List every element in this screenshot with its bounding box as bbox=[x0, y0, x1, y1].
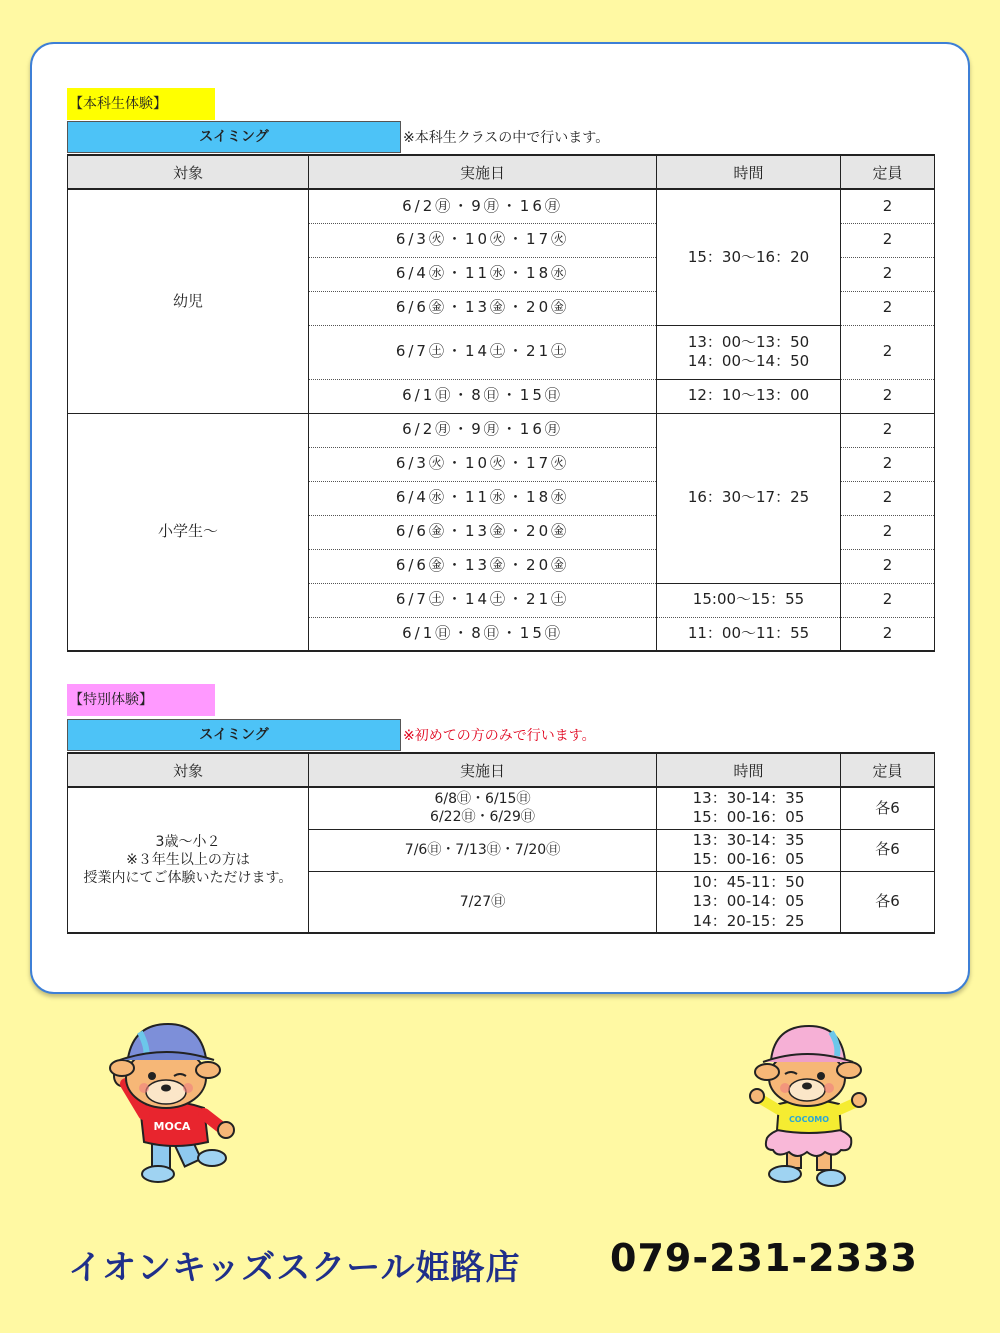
date-cell: 7/6㊐・7/13㊐・7/20㊐ bbox=[309, 829, 657, 871]
target-line: 授業内にてご体験いただけます。 bbox=[83, 870, 293, 887]
header-date: 実施日 bbox=[309, 753, 657, 787]
time-line: 13：00-14：05 bbox=[692, 892, 805, 910]
special-course-row bbox=[67, 719, 596, 751]
date-cell: 6/7㊏・14㊏・21㊏ bbox=[309, 583, 657, 617]
header-target: 対象 bbox=[68, 155, 309, 189]
capacity-cell: 2 bbox=[841, 257, 935, 291]
date-cell: 6/4㊌・11㊌・18㊌ bbox=[309, 257, 657, 291]
time-line: 13：00〜13：50 bbox=[687, 332, 810, 351]
special-target-cell bbox=[68, 787, 309, 933]
capacity-cell: 2 bbox=[841, 447, 935, 481]
special-note: ※初めての方のみで行います。 bbox=[403, 728, 596, 744]
date-cell: 6/4㊌・11㊌・18㊌ bbox=[309, 481, 657, 515]
capacity-cell: 2 bbox=[841, 617, 935, 651]
special-schedule-table bbox=[67, 752, 935, 934]
special-trial-tag: 【特別体験】 bbox=[67, 684, 215, 716]
date-cell: 6/3㊋・10㊋・17㊋ bbox=[309, 447, 657, 481]
header-time: 時間 bbox=[657, 753, 841, 787]
date-cell: 6/1㊐・8㊐・15㊐ bbox=[309, 617, 657, 651]
time-line: 15：00-16：05 bbox=[692, 850, 805, 868]
header-date: 実施日 bbox=[309, 155, 657, 189]
date-cell: 6/3㊋・10㊋・17㊋ bbox=[309, 223, 657, 257]
cocomo-shirt-text: COCOMO bbox=[788, 1115, 830, 1124]
date-cell: 6/6㊎・13㊎・20㊎ bbox=[309, 515, 657, 549]
capacity-cell: 2 bbox=[841, 325, 935, 379]
regular-header-row bbox=[68, 155, 935, 189]
moca-mascot-illustration bbox=[100, 1018, 240, 1188]
capacity-cell: 2 bbox=[841, 549, 935, 583]
cocomo-mascot-illustration bbox=[745, 1018, 875, 1188]
time-cell: 15：30〜16：20 bbox=[657, 189, 841, 325]
header-time: 時間 bbox=[657, 155, 841, 189]
time-line: 14：20-15：25 bbox=[692, 911, 805, 930]
date-cell: 6/6㊎・13㊎・20㊎ bbox=[309, 549, 657, 583]
target-kids: 幼児 bbox=[68, 189, 309, 413]
time-cell bbox=[657, 325, 841, 379]
regular-course-label: スイミング bbox=[67, 121, 401, 153]
capacity-cell: 2 bbox=[841, 481, 935, 515]
time-cell: 15:00〜15：55 bbox=[657, 583, 841, 617]
header-capacity: 定員 bbox=[841, 155, 935, 189]
time-cell: 11：00〜11：55 bbox=[657, 617, 841, 651]
special-header-row bbox=[68, 753, 935, 787]
time-cell bbox=[657, 829, 841, 871]
target-line: ※３年生以上の方は bbox=[126, 851, 250, 868]
regular-course-row bbox=[67, 121, 609, 153]
capacity-cell: 2 bbox=[841, 189, 935, 223]
capacity-cell: 2 bbox=[841, 379, 935, 413]
capacity-cell: 各6 bbox=[841, 787, 935, 829]
capacity-cell: 2 bbox=[841, 223, 935, 257]
capacity-cell: 2 bbox=[841, 583, 935, 617]
phone-number: 079-231-2333 bbox=[610, 1236, 918, 1280]
time-cell bbox=[657, 787, 841, 829]
time-line: 13：30-14：35 bbox=[692, 788, 805, 807]
time-line: 13：30-14：35 bbox=[692, 830, 805, 849]
table-row bbox=[68, 787, 935, 829]
regular-schedule-table bbox=[67, 154, 935, 652]
date-cell: 6/1㊐・8㊐・15㊐ bbox=[309, 379, 657, 413]
date-cell: 7/27㊐ bbox=[309, 871, 657, 933]
target-elementary: 小学生〜 bbox=[68, 413, 309, 651]
capacity-cell: 各6 bbox=[841, 829, 935, 871]
school-name: イオンキッズスクール姫路店 bbox=[68, 1248, 521, 1288]
special-course-label: スイミング bbox=[67, 719, 401, 751]
date-cell: 6/2㊊・9㊊・16㊊ bbox=[309, 413, 657, 447]
time-line: 14：00〜14：50 bbox=[687, 352, 810, 370]
header-capacity: 定員 bbox=[841, 753, 935, 787]
target-line: 3歳〜小２ bbox=[155, 833, 221, 850]
date-cell: 6/7㊏・14㊏・21㊏ bbox=[309, 325, 657, 379]
time-cell: 16：30〜17：25 bbox=[657, 413, 841, 583]
regular-note: ※本科生クラスの中で行います。 bbox=[403, 130, 610, 146]
time-cell: 12：10〜13：00 bbox=[657, 379, 841, 413]
table-row bbox=[68, 189, 935, 223]
date-cell: 6/2㊊・9㊊・16㊊ bbox=[309, 189, 657, 223]
capacity-cell: 2 bbox=[841, 413, 935, 447]
capacity-cell: 2 bbox=[841, 515, 935, 549]
regular-trial-tag: 【本科生体験】 bbox=[67, 88, 215, 120]
capacity-cell: 各6 bbox=[841, 871, 935, 933]
capacity-cell: 2 bbox=[841, 291, 935, 325]
table-row bbox=[68, 413, 935, 447]
time-line: 15：00-16：05 bbox=[692, 808, 805, 827]
time-line: 10：45-11：50 bbox=[692, 872, 805, 891]
date-cell: 6/6㊎・13㊎・20㊎ bbox=[309, 291, 657, 325]
moca-shirt-text: MOCA bbox=[153, 1120, 191, 1133]
time-cell bbox=[657, 871, 841, 933]
date-cell bbox=[309, 787, 657, 829]
date-line: 6/8㊐・6/15㊐ bbox=[434, 791, 531, 808]
header-target: 対象 bbox=[68, 753, 309, 787]
date-line: 6/22㊐・6/29㊐ bbox=[430, 809, 535, 826]
